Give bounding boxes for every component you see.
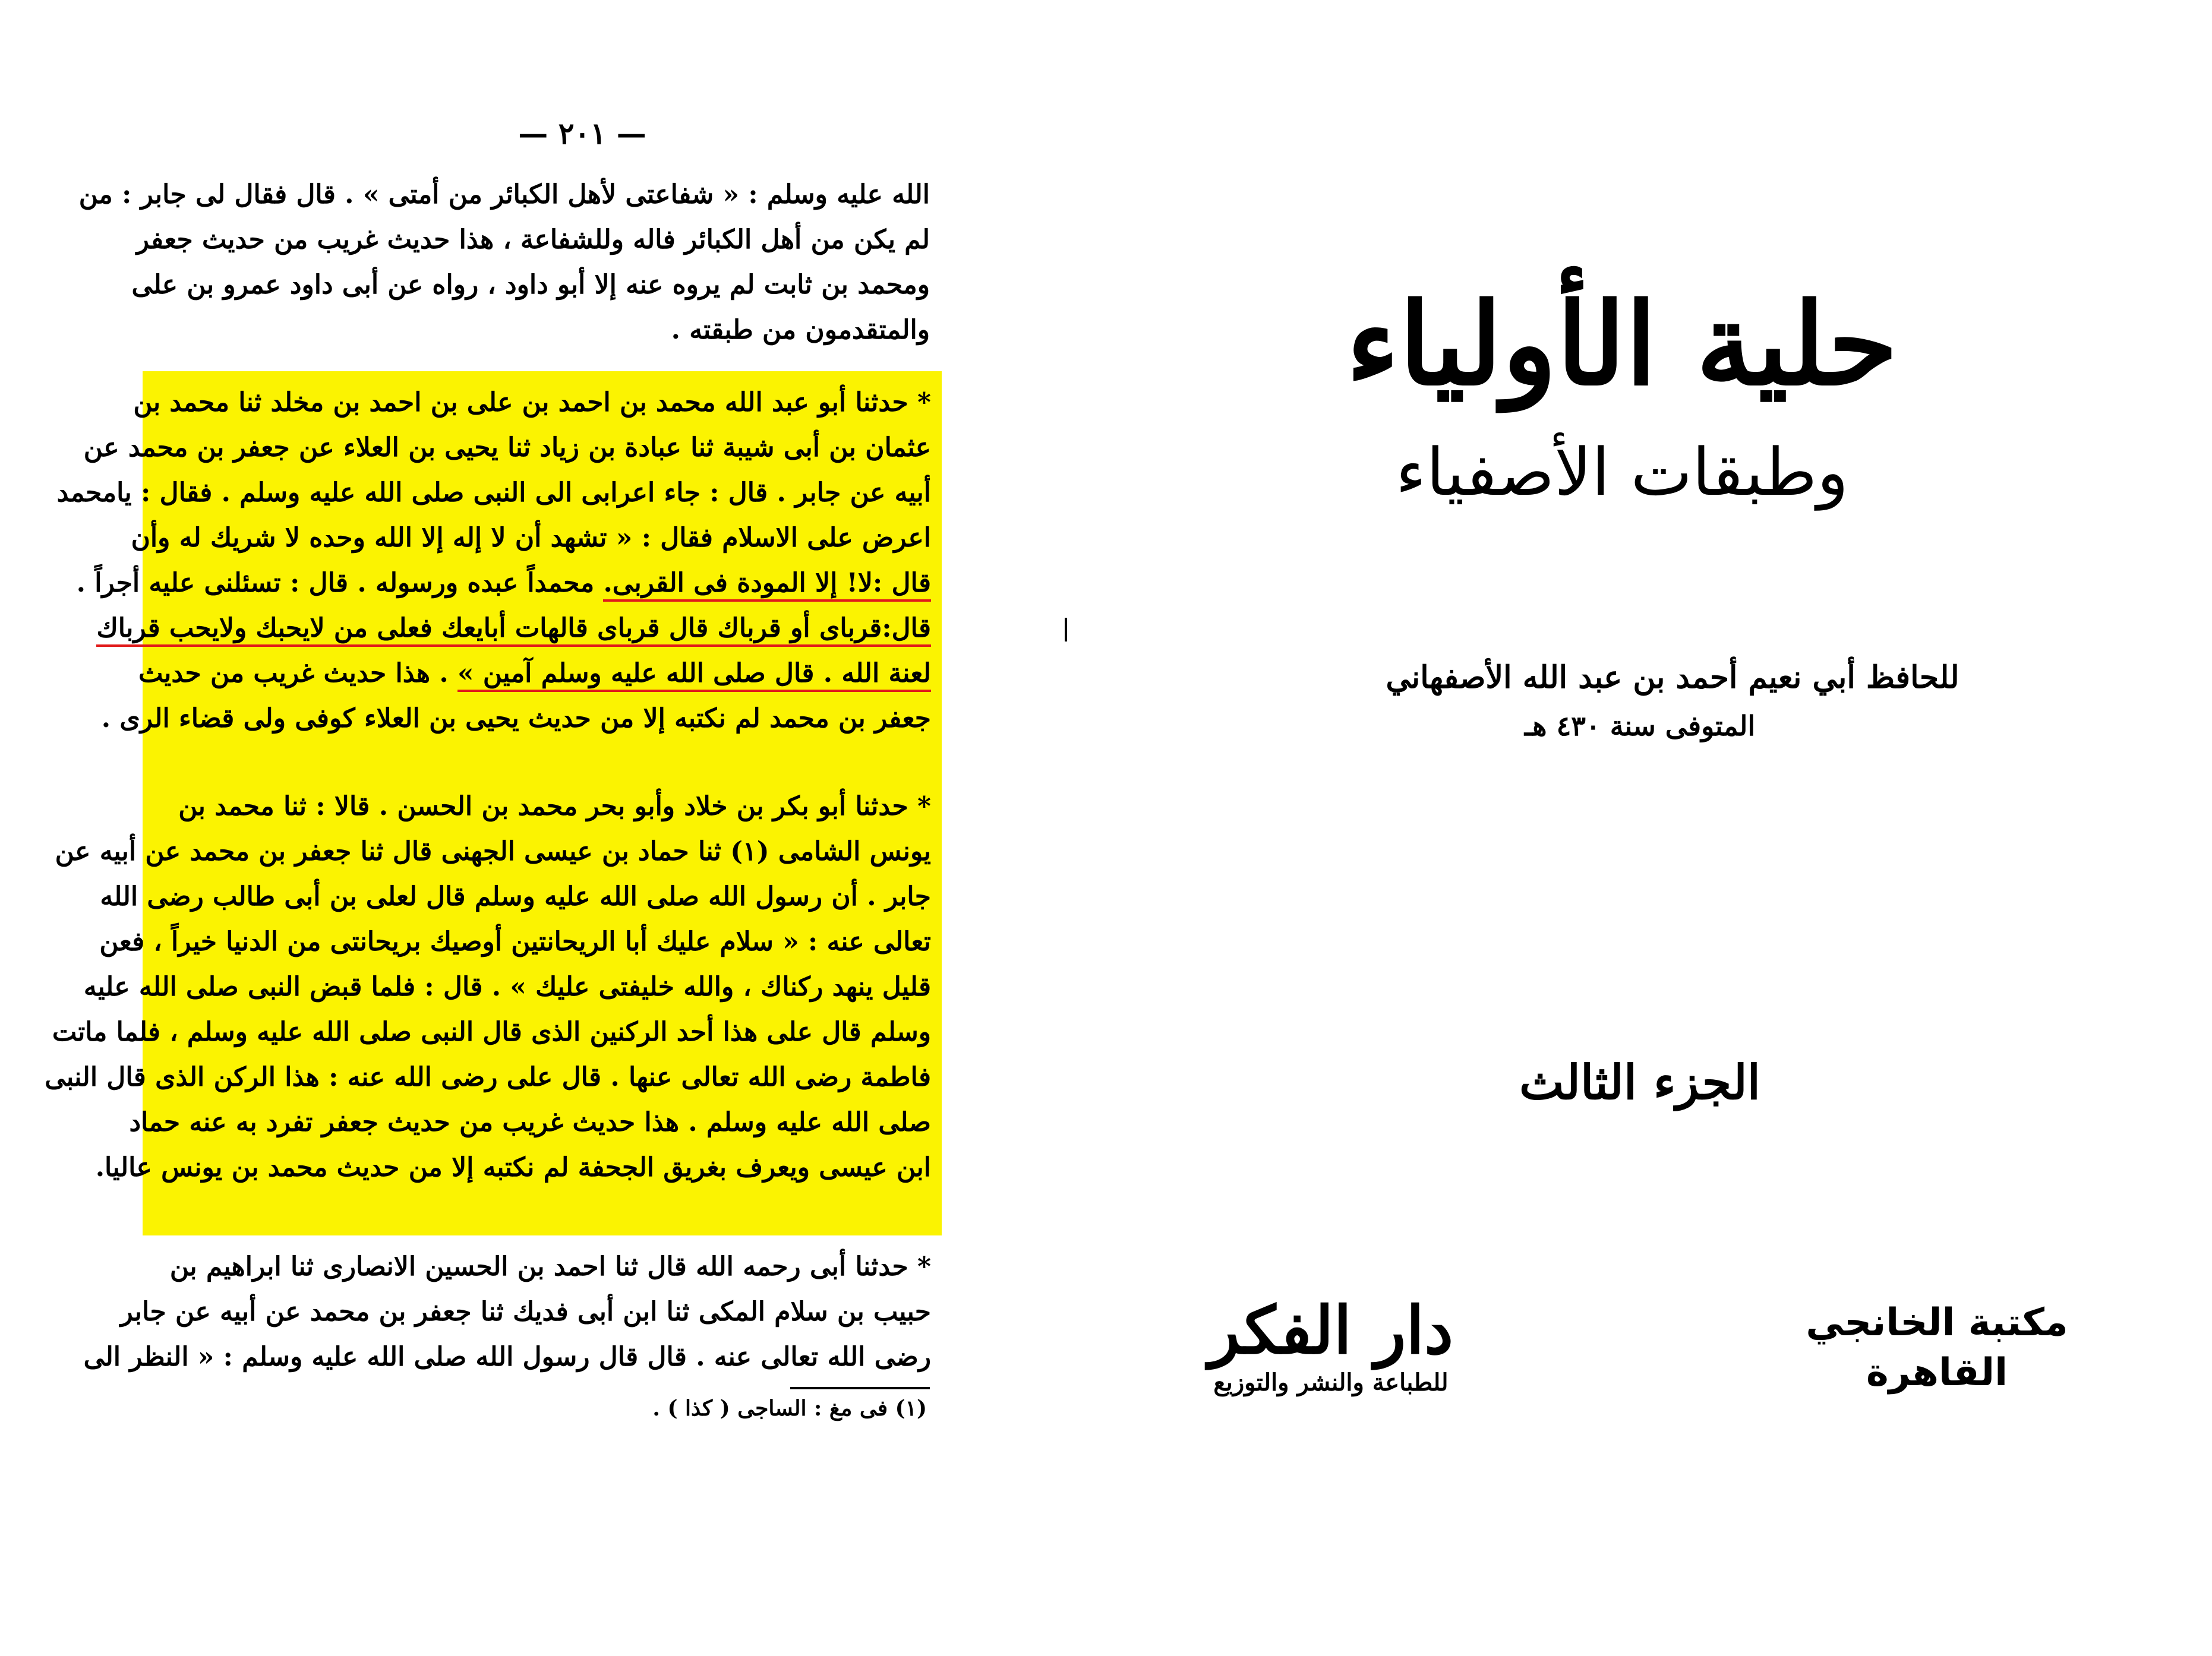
footnote: (١) فى مغ : الساجى ( كذا ) . [652, 1396, 927, 1421]
underlined-phrase: لعنة الله . قال صلى الله عليه وسلم آمين » [457, 658, 931, 692]
text-line: ابن عيسى ويعرف بغريق الجحفة لم نكتبه إلا من حديث محمد بن يونس عاليا. [95, 1152, 931, 1183]
text-span: محمداً عبده ورسوله . قال : تسئلنى عليه أجراً . [76, 568, 595, 598]
text-line: يونس الشامى (١) ثنا حماد بن عيسى الجهنى قال ثنا جعفر بن محمد عن أبيه عن [55, 836, 931, 867]
text-line: عثمان بن أبى شيبة ثنا عبادة بن زياد ثنا يحيى بن العلاء عن جعفر بن محمد عن [83, 432, 931, 463]
publisher-name: دار الفكر [1208, 1292, 1454, 1369]
footnote-divider [790, 1387, 930, 1389]
text-line: * حدثنا أبى رحمه الله قال ثنا احمد بن الحسين الانصارى ثنا ابراهيم بن [169, 1252, 931, 1282]
volume-label: الجزء الثالث [1519, 1054, 1760, 1110]
publisher-name: مكتبة الخانجي [1806, 1301, 2068, 1345]
text-line: جعفر بن محمد لم نكتبه إلا من حديث يحيى بن العلاء كوفى ولى قضاء الرى . [101, 703, 931, 734]
bottom-paragraph [83, 1244, 931, 1380]
text-line: فاطمة رضى الله تعالى عنها . قال على رضى الله عنه : هذا الركن الذى قال النبى [45, 1062, 931, 1092]
text-span: . هذا حديث غريب من حديث [138, 658, 449, 688]
text-line: حبيب بن سلام المكى ثنا ابن أبى فديك ثنا جعفر بن محمد عن أبيه عن جابر [120, 1297, 931, 1327]
highlighted-hadith-2 [45, 784, 931, 1190]
right-page [1046, 0, 2212, 1656]
publisher-tagline: للطباعة والنشر والتوزيع [1213, 1369, 1449, 1396]
left-page [0, 0, 1046, 1656]
text-line: لم يكن من أهل الكبائر فاله وللشفاعة ، هذا حديث غريب من حديث جعفر [136, 225, 930, 255]
highlighted-hadith-1 [56, 380, 931, 741]
text-line: أبيه عن جابر . قال : جاء اعرابى الى النبى صلى الله عليه وسلم . فقال : يامحمد [56, 478, 931, 508]
underlined-phrase: قال:قرباى أو قرباك قال قرباى قالهات أبايعك فعلى من لايحبك ولايحب قرباك [96, 613, 931, 647]
top-paragraph [78, 172, 930, 353]
text-line: وسلم قال على هذا أحد الركنين الذى قال النبى صلى الله عليه وسلم ، فلما ماتت [52, 1017, 931, 1047]
text-line: رضى الله تعالى عنه . قال قال رسول الله صلى الله عليه وسلم : « النظر الى [83, 1342, 931, 1372]
book-subtitle: وطبقات الأصفياء [1395, 434, 1849, 510]
text-line [76, 561, 931, 606]
text-line: * حدثنا أبو عبد الله محمد بن احمد بن على بن احمد بن مخلد ثنا محمد بن [133, 387, 931, 418]
text-line [96, 606, 931, 651]
text-line: قليل ينهد ركناك ، والله خليفتى عليك » . قال : فلما قبض النبى صلى الله عليه [83, 972, 931, 1002]
text-line: اعرض على الاسلام فقال : « تشهد أن لا إله إلا الله وحده لا شريك له وأن [131, 523, 931, 553]
author-line: للحافظ أبي نعيم أحمد بن عبد الله الأصفهاني [1386, 659, 1959, 696]
text-line [138, 651, 931, 696]
book-title: حلية الأولياء [1346, 278, 1898, 410]
page-number: — ٢٠١ — [518, 116, 646, 151]
text-line: ومحمد بن ثابت لم يروه عنه إلا أبو داود ، رواه عن أبى داود عمرو بن على [131, 270, 930, 300]
underlined-phrase: قال :لا! إلا المودة فى القربى. [603, 568, 931, 602]
text-line: والمتقدمون من طبقته . [671, 315, 930, 345]
text-line: الله عليه وسلم : « شفاعتى لأهل الكبائر من أمتى » . قال فقال لى جابر : من [78, 179, 930, 210]
text-line: صلى الله عليه وسلم . هذا حديث غريب من حديث جعفر تفرد به عنه حماد [129, 1107, 931, 1137]
text-line: جابر . أن رسول الله صلى الله عليه وسلم قال لعلى بن أبى طالب رضى الله [100, 881, 931, 912]
publisher-city: القاهرة [1866, 1351, 2008, 1395]
publisher-dar-al-fikr [1153, 1292, 1509, 1396]
text-line: * حدثنا أبو بكر بن خلاد وأبو بحر محمد بن الحسن . قالا : ثنا محمد بن [178, 791, 931, 821]
scan-artifact [1065, 618, 1067, 641]
publisher-khanji [1788, 1298, 2085, 1398]
text-line: تعالى عنه : « سلام عليك أبا الريحانتين أوصيك بريحانتى من الدنيا خيراً ، فعن [99, 927, 931, 957]
death-date: المتوفى سنة ٤٣٠ هـ [1524, 710, 1756, 742]
